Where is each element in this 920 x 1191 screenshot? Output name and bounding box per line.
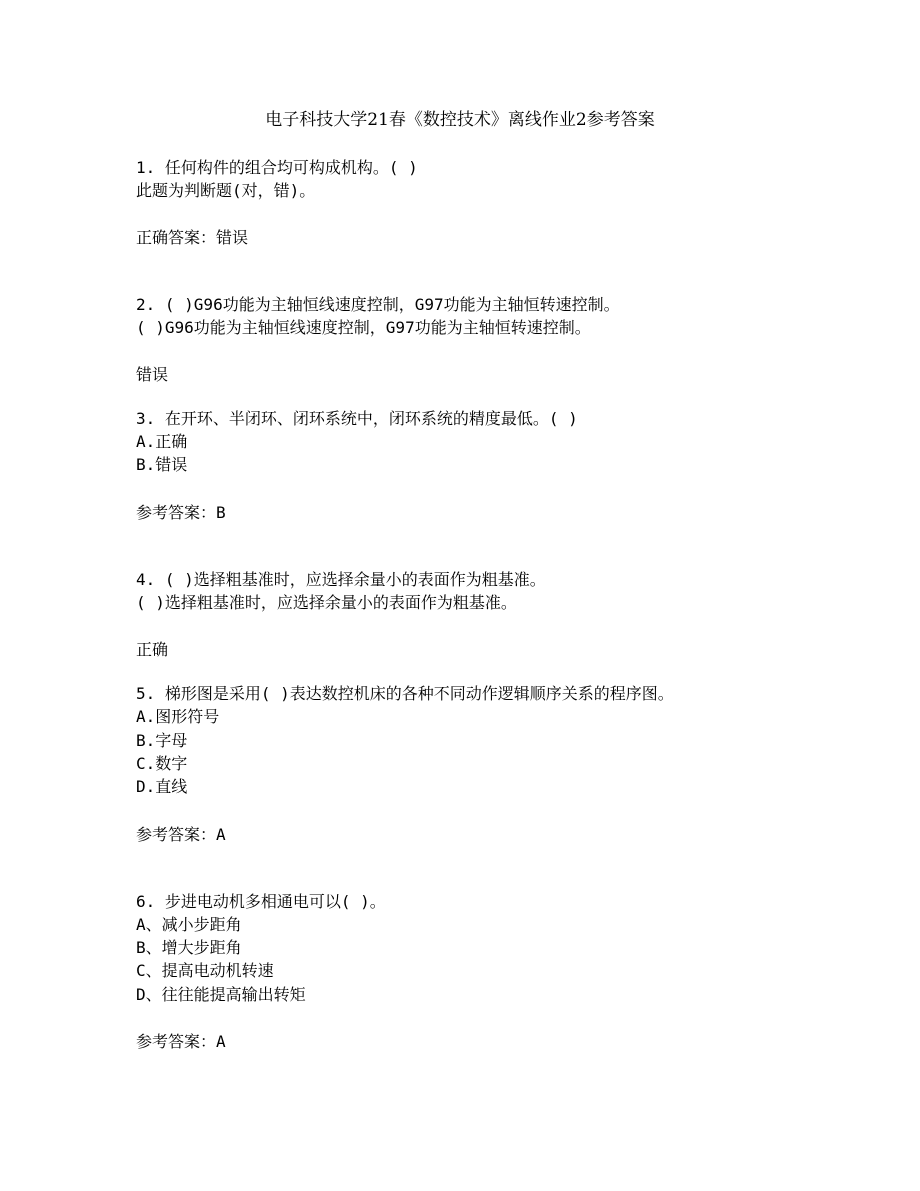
document-title: 电子科技大学21春《数控技术》离线作业2参考答案: [265, 110, 655, 130]
question-2-stem: 2. ( )G96功能为主轴恒线速度控制，G97功能为主轴恒转速控制。: [136, 295, 620, 314]
question-3-answer: 参考答案：B: [136, 503, 226, 522]
question-3-option-a: A.正确: [136, 432, 188, 451]
question-2-repeat: ( )G96功能为主轴恒线速度控制，G97功能为主轴恒转速控制。: [136, 318, 591, 337]
question-1-stem: 1. 任何构件的组合均可构成机构。( ): [136, 158, 418, 177]
question-3-stem: 3. 在开环、半闭环、闭环系统中，闭环系统的精度最低。( ): [136, 409, 578, 428]
question-6-option-d: D、往往能提高输出转矩: [136, 985, 306, 1004]
question-5-option-b: B.字母: [136, 731, 188, 750]
question-6-option-a: A、减小步距角: [136, 915, 242, 934]
question-5-stem: 5. 梯形图是采用( )表达数控机床的各种不同动作逻辑顺序关系的程序图。: [136, 684, 674, 703]
question-6-stem: 6. 步进电动机多相通电可以( )。: [136, 892, 386, 911]
question-6-option-c: C、提高电动机转速: [136, 961, 274, 980]
question-2-answer: 错误: [136, 365, 169, 384]
question-6-answer: 参考答案：A: [136, 1032, 226, 1051]
question-5-option-a: A.图形符号: [136, 707, 220, 726]
question-4-repeat: ( )选择粗基准时，应选择余量小的表面作为粗基准。: [136, 593, 517, 612]
question-1-answer: 正确答案：错误: [136, 228, 249, 247]
question-3-option-b: B.错误: [136, 455, 188, 474]
question-5-option-c: C.数字: [136, 754, 188, 773]
question-5-option-d: D.直线: [136, 777, 188, 796]
question-4-stem: 4. ( )选择粗基准时，应选择余量小的表面作为粗基准。: [136, 570, 546, 589]
question-5-answer: 参考答案：A: [136, 825, 226, 844]
question-6-option-b: B、增大步距角: [136, 938, 242, 957]
question-1-note: 此题为判断题(对，错)。: [136, 181, 316, 200]
question-4-answer: 正确: [136, 640, 169, 659]
